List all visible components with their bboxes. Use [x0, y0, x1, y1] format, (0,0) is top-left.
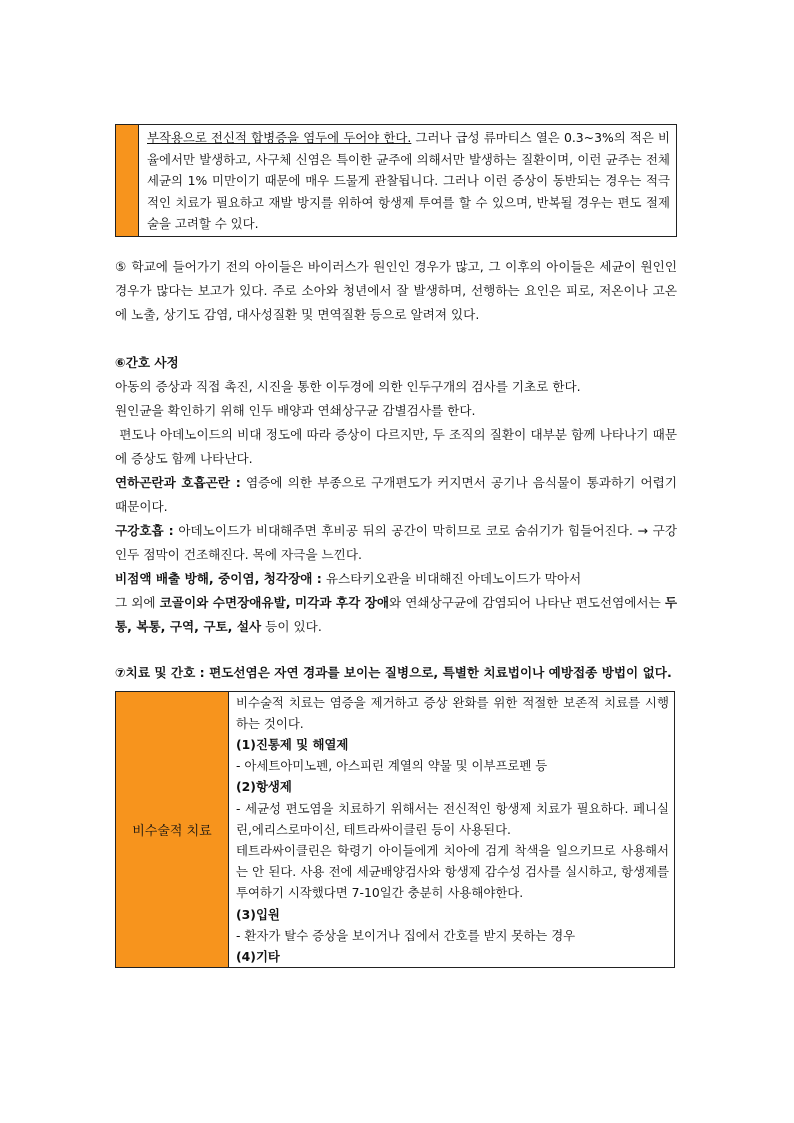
treatment-heading-1: (1)진통제 및 해열제 [236, 736, 349, 752]
p7-a: 그 외에 [115, 594, 160, 610]
p6-label: 비점액 배출 방해, 중이염, 청각장애 : [115, 570, 322, 586]
section-6-p5 [115, 519, 677, 567]
complication-underlined-text: 부작용으로 전신적 합병증을 염두에 두어야 한다. [147, 130, 412, 145]
section-6-p3: 편도나 아데노이드의 비대 정도에 따라 증상이 다르지만, 두 조직의 질환이 대부분 함께 나타나기 때문에 증상도 함께 나타난다. [115, 426, 677, 466]
section-6-p4 [115, 471, 677, 519]
treatment-table [115, 691, 675, 969]
p5-text: 아데노이드가 비대해주면 후비공 뒤의 공간이 막히므로 코로 숨쉬기가 힘들어진다. → 구강인두 점막이 건조해진다. 목에 자극을 느낀다. [115, 522, 677, 562]
section-6-title: ⑥간호 사정 [115, 354, 179, 370]
p7-c: 와 연쇄상구균에 감염되어 나타난 편도선염에서는 [389, 594, 665, 610]
treatment-text-3: - 환자가 탈수 증상을 보이거나 집에서 간호를 받지 못하는 경우 [236, 927, 576, 943]
treatment-heading-4: (4)기타 [236, 948, 280, 964]
p7-d: 두통, 복통, 구역, 구토, 설사 [115, 594, 678, 634]
treatment-heading-2: (2)항생제 [236, 779, 292, 795]
section-6-p1: 아동의 증상과 직접 촉진, 시진을 통한 이두경에 의한 인두구개의 검사를 기초로 한다. [115, 378, 581, 394]
p4-text: 염증에 의한 부종으로 구개편도가 커지면서 공기나 음식물이 통과하기 어렵기 때문이다. [115, 474, 678, 514]
treatment-intro: 비수술적 치료는 염증을 제거하고 증상 완화를 위한 적절한 보존적 치료를 시행하는 것이다. [236, 694, 669, 731]
section-5-paragraph: ⑤ 학교에 들어가기 전의 아이들은 바이러스가 원인인 경우가 많고, 그 이후의 아이들은 세균이 원인인 경우가 많다는 보고가 있다. 주로 소아와 청년에서 잘 발생하며, 선행하는 요인은 피로, 저온이나 고온에 노출, 상기도 감염, 대사성질환 및 면역질환 등으로 알려져 있다. [115, 258, 677, 322]
p6-text: 유스타키오관을 비대해진 아데노이드가 막아서 [321, 570, 582, 586]
section-6-p6 [115, 567, 677, 591]
complication-text [139, 125, 676, 236]
complication-rest-text: 그러나 급성 류마티스 열은 0.3~3%의 적은 비율에서만 발생하고, 사구체 신염은 특이한 균주에 의해서만 발생하는 질환이며, 이런 균주는 전체 세균의 1% 미만이기 때문에 매우 드물게 관찰됩니다. 그러나 이런 증상이 동반되는 경우는 적극적인 치료가 필요하고 재발 방지를 위하여 항생제 투여를 할 수 있으며, 반복될 경우는 편도 절제술을 고려할 수 있다. [147, 130, 670, 231]
treatment-text-2b: 테트라싸이클린은 학령기 아이들에게 치아에 검게 착색을 일으키므로 사용해서는 안 된다. 사용 전에 세균배양검사와 항생제 감수성 검사를 실시하고, 항생제를 투여하기 시작했다면 7-10일간 충분히 사용해야한다. [236, 842, 669, 901]
section-6 [115, 351, 677, 639]
p4-label: 연하곤란과 호흡곤란 : [115, 474, 241, 490]
orange-marker-bar [116, 125, 139, 236]
section-6-p7 [115, 591, 677, 639]
treatment-heading-3: (3)입원 [236, 906, 280, 922]
section-6-p2: 원인균을 확인하기 위해 인두 배양과 연쇄상구균 감별검사를 한다. [115, 402, 476, 418]
treatment-content-cell [229, 691, 675, 968]
section-7-heading: ⑦치료 및 간호 : 편도선염은 자연 경과를 보이는 질병으로, 특별한 치료법이나 예방접종 방법이 없다. [115, 664, 672, 680]
p7-e: 등이 있다. [261, 618, 322, 634]
treatment-label-cell: 비수술적 치료 [116, 691, 229, 968]
p5-label: 구강호흡 : [115, 522, 174, 538]
treatment-text-2: - 세균성 편도염을 치료하기 위해서는 전신적인 항생제 치료가 필요하다. 페니실린,에리스로마이신, 테트라싸이클린 등이 사용된다. [236, 800, 669, 837]
treatment-text-1: - 아세트아미노펜, 아스피린 계열의 약물 및 이부프로펜 등 [236, 758, 548, 774]
document-page [115, 124, 677, 968]
p7-b: 코골이와 수면장애유발, 미각과 후각 장애 [159, 594, 390, 610]
complication-box [115, 124, 677, 237]
